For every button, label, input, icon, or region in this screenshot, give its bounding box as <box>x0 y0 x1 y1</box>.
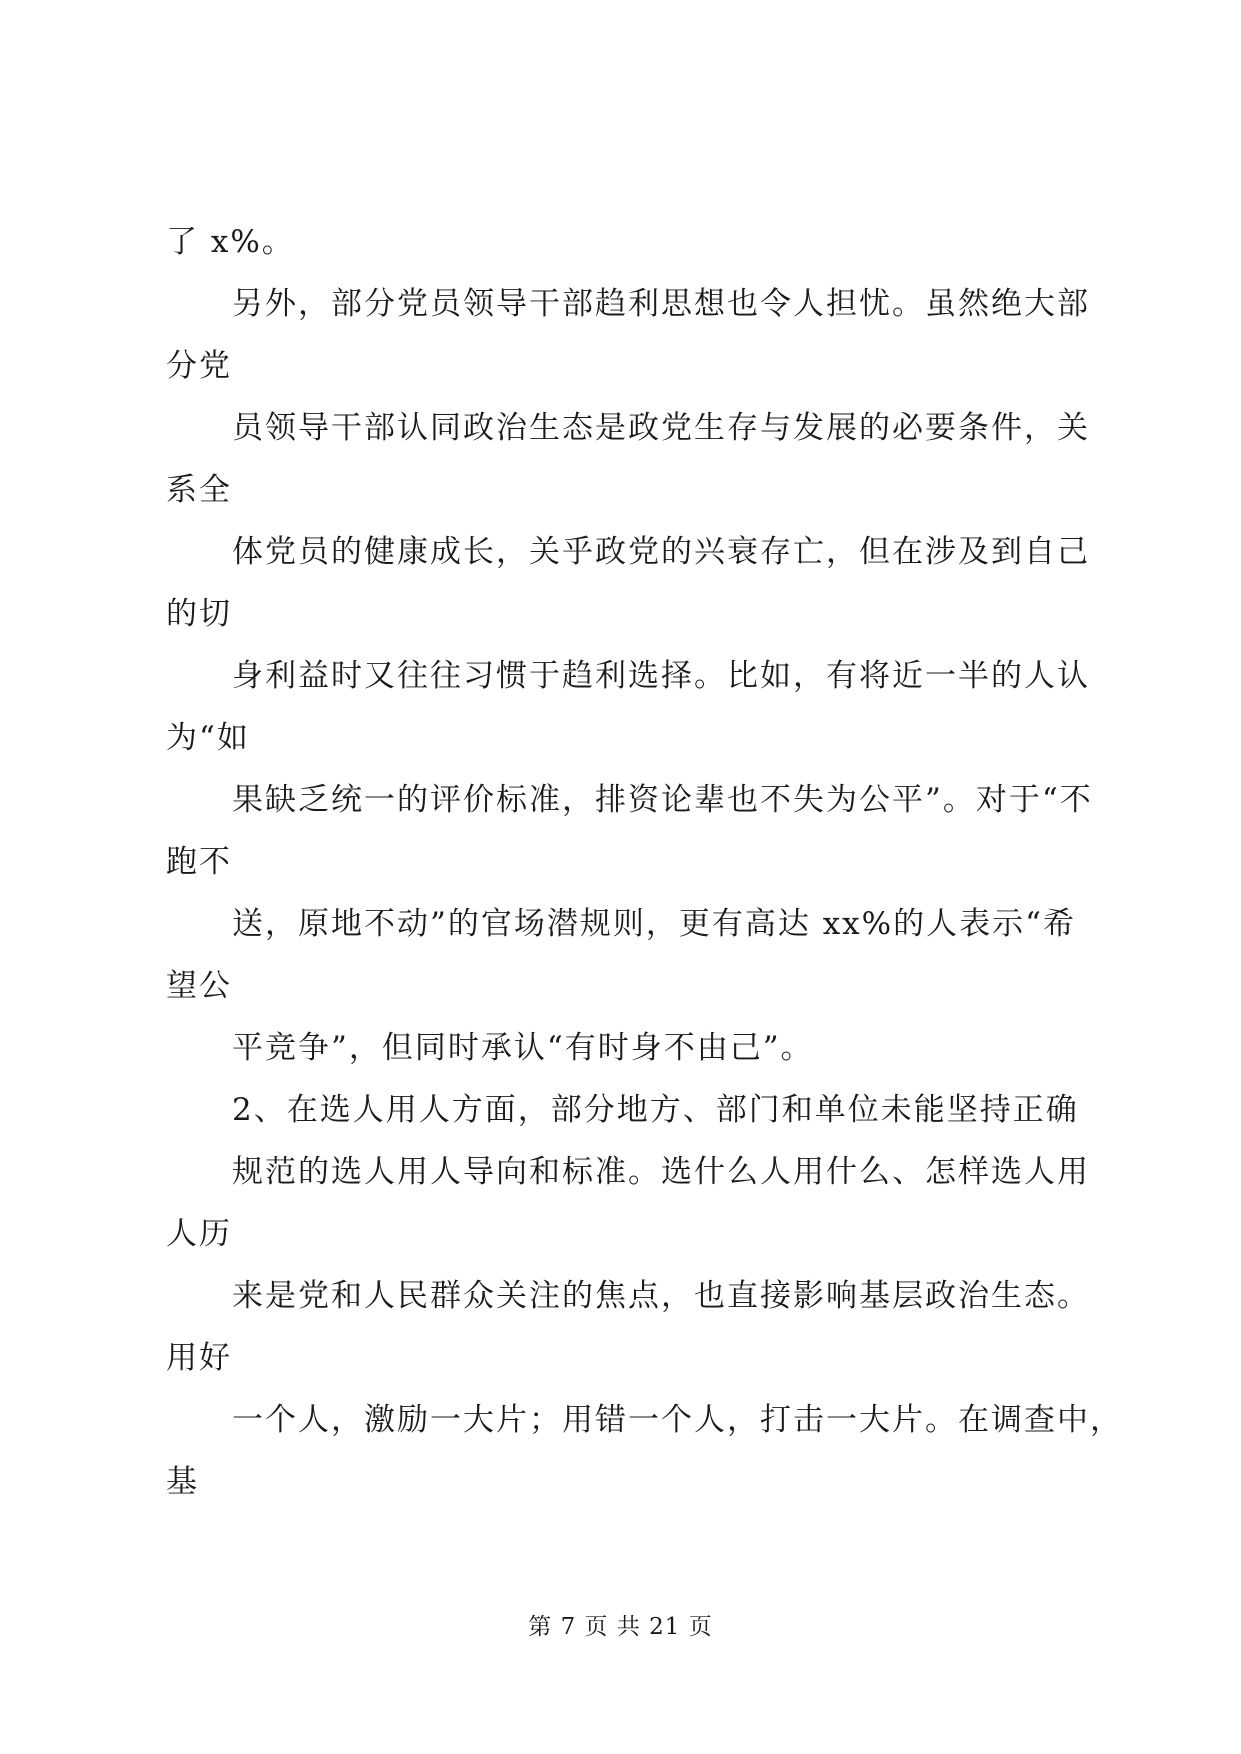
text-line: 规范的选人用人导向和标准。选什么人用什么、怎样选人用 <box>232 1154 1090 1190</box>
body-text <box>166 211 1123 1513</box>
text-line: 跑不 <box>166 844 232 880</box>
text-line: 体党员的健康成长，关乎政党的兴衰存亡，但在涉及到自己 <box>232 534 1090 570</box>
text-line: 系全 <box>166 472 232 508</box>
text-line: 望公 <box>166 968 232 1004</box>
text-line: 平竞争”，但同时承认“有时身不由己”。 <box>232 1030 814 1066</box>
page-footer: 第 7 页 共 21 页 <box>528 1614 713 1640</box>
text-line: 基 <box>166 1464 199 1500</box>
text-line: 了 x%。 <box>166 224 295 260</box>
text-line: 2、在选人用人方面，部分地方、部门和单位未能坚持正确 <box>232 1092 1079 1128</box>
text-line: 送，原地不动”的官场潜规则，更有高达 xx%的人表示“希 <box>232 906 1076 942</box>
text-line: 另外，部分党员领导干部趋利思想也令人担忧。虽然绝大部 <box>232 286 1090 322</box>
text-line: 为“如 <box>166 720 250 756</box>
text-line: 分党 <box>166 348 232 384</box>
text-line: 人历 <box>166 1216 232 1252</box>
text-line: 用好 <box>166 1340 232 1376</box>
text-line: 来是党和人民群众关注的焦点，也直接影响基层政治生态。 <box>232 1278 1090 1314</box>
text-line: 身利益时又往往习惯于趋利选择。比如，有将近一半的人认 <box>232 658 1090 694</box>
text-line: 一个人，激励一大片；用错一个人，打击一大片。在调查中， <box>232 1402 1123 1438</box>
text-line: 员领导干部认同政治生态是政党生存与发展的必要条件，关 <box>232 410 1090 446</box>
text-line: 的切 <box>166 596 232 632</box>
text-line: 果缺乏统一的评价标准，排资论辈也不失为公平”。对于“不 <box>232 782 1093 818</box>
